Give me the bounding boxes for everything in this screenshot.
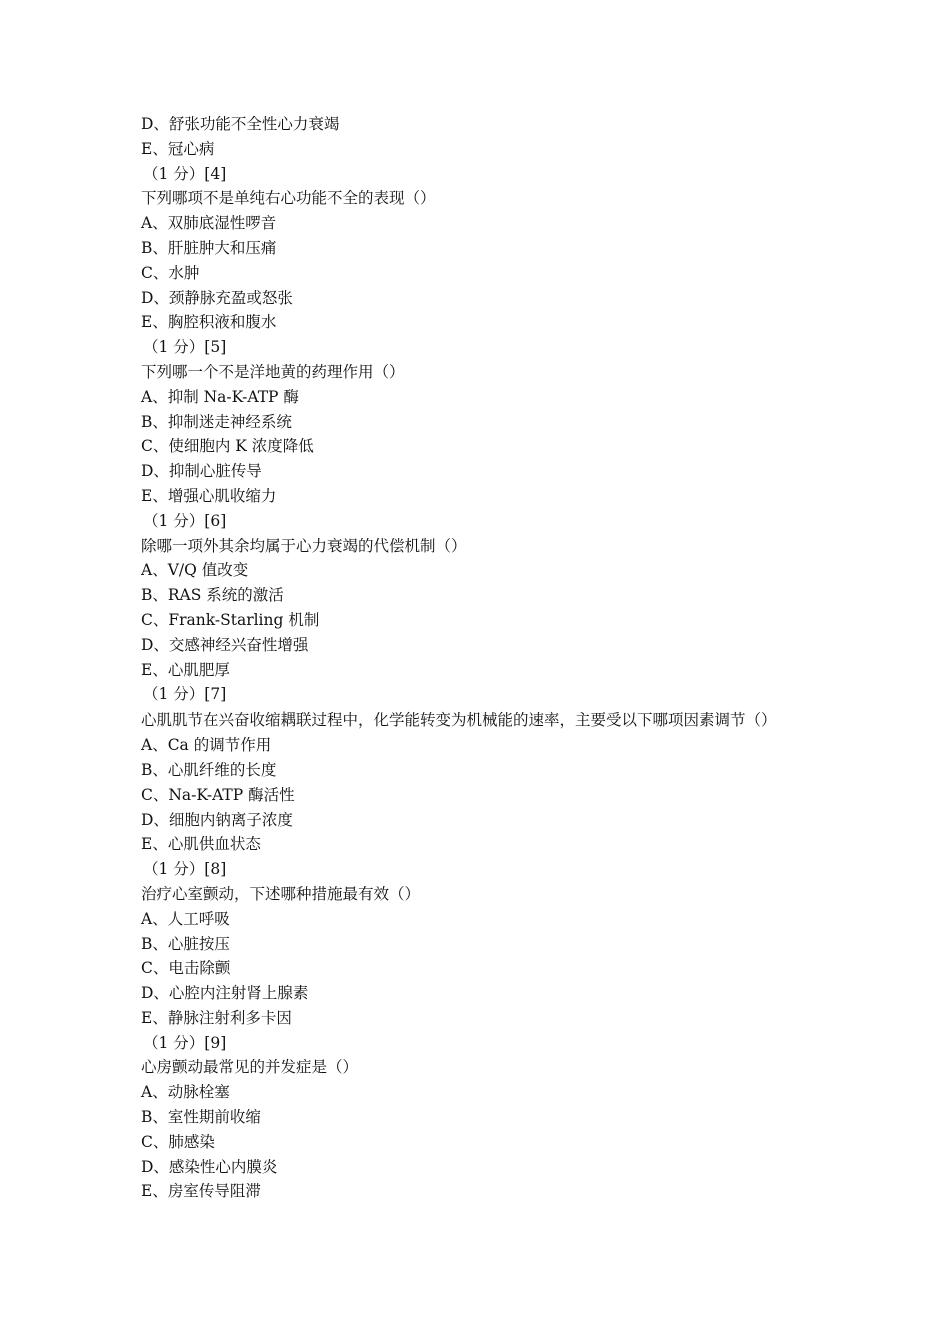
option-line: D、舒张功能不全性心力衰竭 bbox=[141, 115, 340, 133]
question-text: 除哪一项外其余均属于心力衰竭的代偿机制（） bbox=[141, 536, 467, 555]
question-score: （1 分）[7] bbox=[143, 685, 227, 704]
question-score: （1 分）[9] bbox=[143, 1033, 227, 1052]
option-line: B、心脏按压 bbox=[141, 934, 230, 953]
option-line: E、冠心病 bbox=[141, 139, 215, 158]
option-line: A、人工呼吸 bbox=[141, 909, 230, 928]
option-line: C、使细胞内 K 浓度降低 bbox=[141, 437, 314, 456]
option-line: E、心肌供血状态 bbox=[141, 835, 261, 854]
option-line: D、细胞内钠离子浓度 bbox=[141, 810, 293, 829]
option-line: E、房室传导阻滞 bbox=[141, 1182, 261, 1201]
option-line: B、心肌纤维的长度 bbox=[141, 760, 277, 779]
question-text: 心肌肌节在兴奋收缩耦联过程中，化学能转变为机械能的速率，主要受以下哪项因素调节（） bbox=[141, 711, 777, 730]
question-score: （1 分）[8] bbox=[143, 860, 227, 879]
option-line: B、室性期前收缩 bbox=[141, 1108, 261, 1127]
option-line: A、抑制 Na-K-ATP 酶 bbox=[141, 387, 299, 406]
question-score: （1 分）[4] bbox=[143, 164, 227, 183]
option-line: D、颈静脉充盈或怒张 bbox=[141, 288, 293, 307]
option-line: B、肝脏肿大和压痛 bbox=[141, 238, 277, 257]
option-line: D、抑制心脏传导 bbox=[141, 462, 262, 481]
question-text: 下列哪一个不是洋地黄的药理作用（） bbox=[141, 362, 405, 381]
option-line: D、感染性心内膜炎 bbox=[141, 1157, 278, 1176]
option-line: C、Frank-Starling 机制 bbox=[141, 610, 320, 629]
question-score: （1 分）[6] bbox=[143, 511, 227, 530]
option-line: A、动脉栓塞 bbox=[141, 1083, 230, 1102]
option-line: E、静脉注射利多卡因 bbox=[141, 1008, 292, 1027]
option-line: D、心腔内注射肾上腺素 bbox=[141, 984, 309, 1003]
option-line: C、Na-K-ATP 酶活性 bbox=[141, 785, 295, 804]
option-line: A、V/Q 值改变 bbox=[141, 561, 249, 580]
option-line: D、交感神经兴奋性增强 bbox=[141, 635, 309, 654]
option-line: A、Ca 的调节作用 bbox=[141, 736, 272, 755]
option-line: E、增强心肌收缩力 bbox=[141, 486, 277, 505]
option-line: E、胸腔积液和腹水 bbox=[141, 313, 277, 332]
option-line: A、双肺底湿性啰音 bbox=[141, 214, 277, 233]
question-text: 下列哪项不是单纯右心功能不全的表现（） bbox=[141, 189, 436, 208]
question-text: 治疗心室颤动，下述哪种措施最有效（） bbox=[141, 884, 421, 903]
option-line: B、抑制迷走神经系统 bbox=[141, 412, 292, 431]
option-line: B、RAS 系统的激活 bbox=[141, 586, 284, 605]
question-text: 心房颤动最常见的并发症是（） bbox=[141, 1058, 359, 1077]
option-line: C、肺感染 bbox=[141, 1132, 215, 1151]
document-page bbox=[141, 112, 801, 1204]
option-line: E、心肌肥厚 bbox=[141, 660, 230, 679]
question-score: （1 分）[5] bbox=[143, 338, 227, 357]
option-line: C、电击除颤 bbox=[141, 959, 231, 978]
option-line: C、水肿 bbox=[141, 263, 200, 282]
